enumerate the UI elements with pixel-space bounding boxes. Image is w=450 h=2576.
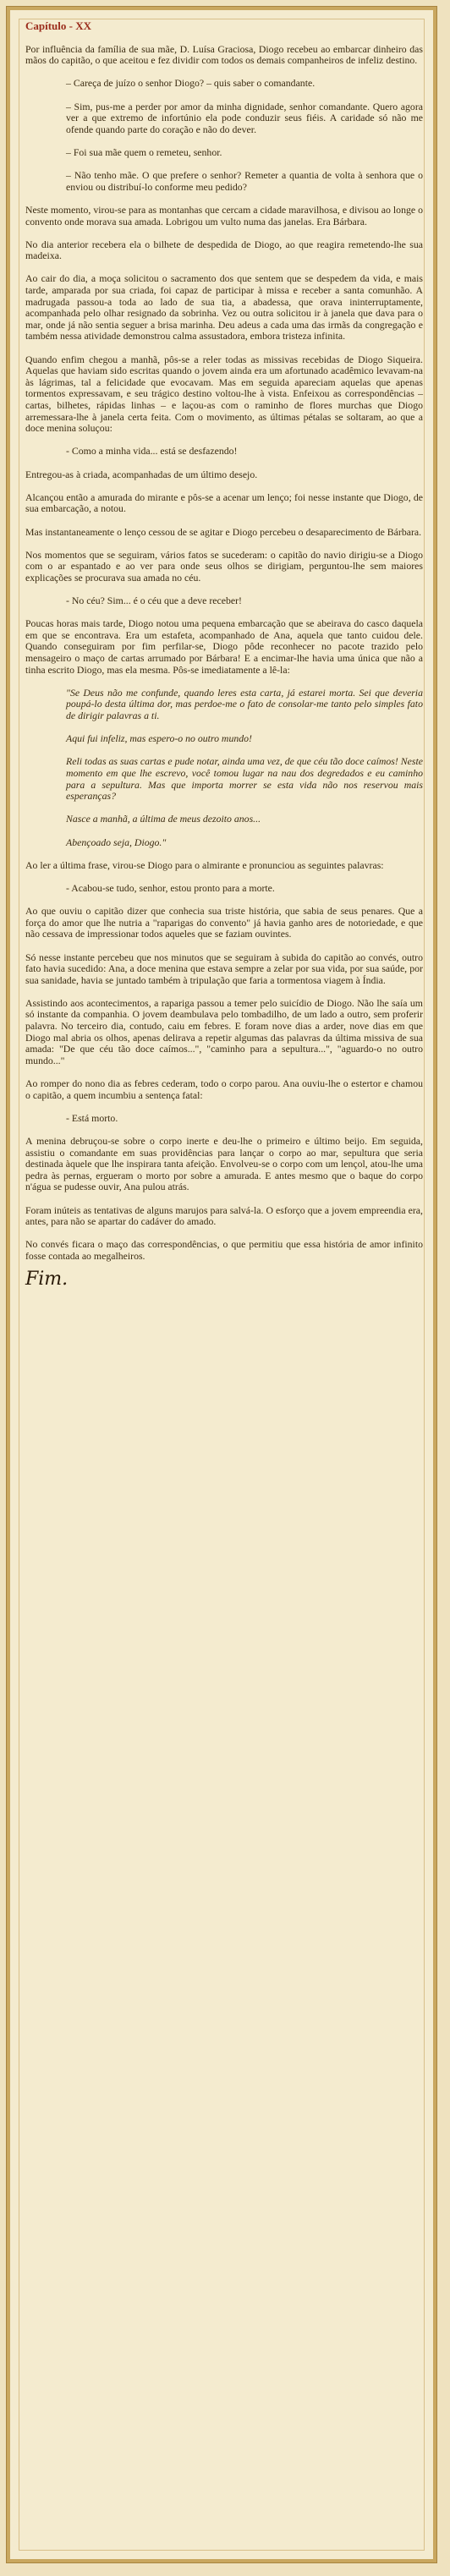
chapter-body bbox=[25, 44, 423, 1263]
paragraph: Aqui fui infeliz, mas espero-o no outro mundo! bbox=[66, 732, 252, 745]
paragraph: – Careça de juízo o senhor Diogo? – quis saber o comandante. bbox=[66, 77, 316, 90]
paragraph: Quando enfim chegou a manhã, pôs-se a reler todas as missivas recebidas de Diogo Siqueira. Aquelas que haviam sido escritas quando o jovem ainda era um afortunado acadêmico levavam-na às lágrimas, tal a felicidade que evocavam. Mas em seguida apareciam aquelas que apenas tormentos expressavam, e seu trágico destino voltou-lhe à vista. Enfeixou as correspondências – cartas, bilhetes, rápidas linhas – e laçou-as com o raminho de flores murchas que Diogo arremessara-lhe à janela certa feita. Com o movimento, as últimas pétalas se soltaram, ao que a doce menina soluçou: bbox=[25, 353, 423, 435]
paragraph: - Acabou-se tudo, senhor, estou pronto para a morte. bbox=[66, 881, 275, 894]
paragraph: Nos momentos que se seguiram, vários fatos se sucederam: o capitão do navio dirigiu-se a Diogo com o ar espantado e ao ver para onde seus olhos se dirigiam, perguntou-lhe sem maiores explicações se procurava sua amada no céu. bbox=[25, 548, 423, 584]
paragraph: - No céu? Sim... é o céu que a deve receber! bbox=[66, 595, 242, 607]
paragraph: Ao ler a última frase, virou-se Diogo para o almirante e pronunciou as seguintes palavras: bbox=[25, 858, 384, 871]
paragraph: - Está morto. bbox=[66, 1111, 118, 1124]
paragraph: Ao romper do nono dia as febres cederam, todo o corpo parou. Ana ouviu-lhe o estertor e chamou o capitão, a quem incumbiu a sentença fatal: bbox=[25, 1077, 423, 1101]
paragraph: Foram inúteis as tentativas de alguns marujos para salvá-la. O esforço que a jovem empreendia era, antes, para não se apartar do cadáver do amado. bbox=[25, 1203, 423, 1228]
paragraph: Reli todas as suas cartas e pude notar, ainda uma vez, de que céu tão doce caímos! Neste momento em que lhe escrevo, você tomou lugar na nau dos degredados e eu caminho para a sepultura. Mas que importa morrer se esta vida não nos reservou mais esperanças? bbox=[66, 755, 423, 803]
paragraph: Alcançou então a amurada do mirante e pôs-se a acenar um lenço; foi nesse instante que Diogo, de sua embarcação, a notou. bbox=[25, 491, 423, 515]
paragraph: Assistindo aos acontecimentos, a rapariga passou a temer pelo suicídio de Diogo. Não lhe saía um só instante da companhia. O jovem deambulava pelo tombadilho, de um lado a outro, sem proferir palavra. No terceiro dia, contudo, caiu em febres. E foram nove dias a arder, nove dias em que Diogo mal abria os olhos, apenas delirava a repetir algumas das palavras da última missiva de sua amada: "De que céu tão doce caímos...", "caminho para a sepultura...", "aguardo-o no outro mundo..." bbox=[25, 996, 423, 1066]
paragraph: No convés ficara o maço das correspondências, o que permitiu que essa história de amor infinito fosse contada ao megalheiros. bbox=[25, 1238, 423, 1262]
paragraph: No dia anterior recebera ela o bilhete de despedida de Diogo, ao que reagira remetendo-lhe sua madeixa. bbox=[25, 238, 423, 262]
paragraph: Só nesse instante percebeu que nos minutos que se seguiram à subida do capitão ao convés, outro fato havia sucedido: Ana, a doce menina que estava sempre a zelar por sua vida, por sua saúde, por sua sanidade, havia se juntado também à tripulação que faria a tormentosa viagem à Índia. bbox=[25, 951, 423, 986]
paragraph: A menina debruçou-se sobre o corpo inerte e deu-lhe o primeiro e último beijo. Em seguida, assistiu o comandante em suas providências para lançar o corpo ao mar, sepultura que seria destinada àquele que lhe inspirara tanta afeição. Envolveu-se o corpo com um lençol, atou-lhe uma pedra às pernas, ergueram o morto por sobre a amurada. E antes mesmo que o baque do corpo n'água se pudesse ouvir, Ana pulou atrás. bbox=[25, 1135, 423, 1193]
paragraph: - Como a minha vida... está se desfazendo! bbox=[66, 445, 238, 458]
paragraph: – Foi sua mãe quem o remeteu, senhor. bbox=[66, 145, 222, 158]
paragraph: Abençoado seja, Diogo." bbox=[66, 836, 167, 848]
paragraph: – Não tenho mãe. O que prefere o senhor? Remeter a quantia de volta à senhora que o enviou ou distribuí-lo conforme meu pedido? bbox=[66, 169, 423, 193]
paragraph: Nasce a manhã, a última de meus dezoito anos... bbox=[66, 813, 261, 825]
chapter-content bbox=[25, 19, 423, 1291]
chapter-title: Capítulo - XX bbox=[25, 19, 92, 32]
paragraph: Neste momento, virou-se para as montanhas que cercam a cidade maravilhosa, e divisou ao longe o convento onde morava sua amada. Lobrigou um vulto numa das janelas. Era Bárbara. bbox=[25, 203, 423, 227]
paragraph: Ao que ouviu o capitão dizer que conhecia sua triste história, que sabia de seus penares. Que a força do amor que lhe nutria a "raparigas do convento" já havia ganho ares de notoriedade, e que não cessava de impressionar todos aqueles que se faziam ouvintes. bbox=[25, 905, 423, 940]
paragraph: Poucas horas mais tarde, Diogo notou uma pequena embarcação que se abeirava do casco daquela em que se encontrava. Era um estafeta, acompanhado de Ana, aquela que tanto cuidou dele. Quando conseguiram por fim perfilar-se, Diogo pôde reconhecer no pacote trazido pelo mensageiro o maço de cartas arrumado por Bárbara! E a encimar-lhe havia uma única que não a tinha escrito Diogo, mas ela mesma. Pôs-se imediatamente a lê-la: bbox=[25, 617, 423, 676]
paragraph: Mas instantaneamente o lenço cessou de se agitar e Diogo percebeu o desaparecimento de Bárbara. bbox=[25, 525, 422, 538]
paragraph: Entregou-as à criada, acompanhadas de um último desejo. bbox=[25, 468, 258, 480]
paragraph: – Sim, pus-me a perder por amor da minha dignidade, senhor comandante. Quero agora ver a que extremo de infortúnio ela pode conduzir seus fiéis. A caridade só não me ofende quando parte do coração e não do dever. bbox=[66, 100, 423, 135]
ending-text: Fim. bbox=[25, 1269, 69, 1291]
paragraph: "Se Deus não me confunde, quando leres esta carta, já estarei morta. Sei que deveria poupá-lo desta última dor, mas perdoe-me o fato de consolar-me tanto pelo simples fato de dirigir palavras a ti. bbox=[66, 686, 423, 722]
paragraph: Por influência da família de sua mãe, D. Luísa Graciosa, Diogo recebeu ao embarcar dinheiro das mãos do capitão, o que aceitou e fez dividir com todos os demais companheiros de infeliz destino. bbox=[25, 42, 423, 67]
paragraph: Ao cair do dia, a moça solicitou o sacramento dos que sentem que se despedem da vida, e mais tarde, amparada por sua criada, foi capaz de participar à missa e receber a santa comunhão. A madrugada passou-a toda ao lado de sua tia, a abadessa, que orava ininterruptamente, acompanhada pelo olhar resignado da sobrinha. Vez ou outra solicitou ir à janela que dava para o mar, onde já não sentia seguer a brisa marinha. Deu adeus a cada uma das irmãs da congregação e também nessa atividade demonstrou calma assustadora, embora tristeza infinita. bbox=[25, 272, 423, 343]
